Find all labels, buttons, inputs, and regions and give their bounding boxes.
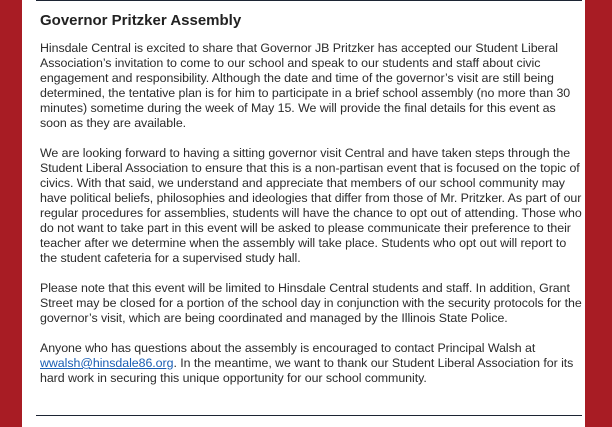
- contact-text: Anyone who has questions about the assembly is encouraged to contact Principal Walsh at: [40, 341, 536, 355]
- email-link[interactable]: wwalsh@hinsdale86.org: [40, 356, 174, 370]
- paragraph-announcement: Hinsdale Central is excited to share that Governor JB Pritzker has accepted our Student Liberal Association’s invitation to come to our school and speak to our students and staff about civic engagement and responsibility. Although the date and time of the governor’s visit are still being determined, the tentative plan is for him to participate in a brief school assembly (no more than 30 minutes) sometime during the week of May 15. We will provide the final details for this event as soon as they are available.: [40, 41, 571, 130]
- article: [40, 12, 582, 401]
- paragraph-contact: [40, 341, 582, 386]
- paragraph-opt-out: We are looking forward to having a sitting governor visit Central and have taken steps through the Student Liberal Association to ensure that this is a non-partisan event that is focused on the topic of civics. With that said, we understand and appreciate that members of our school community may have political beliefs, philosophies and ideologies that differ from those of Mr. Pritzker. As part of our regular procedures for assemblies, students will have the chance to opt out of attending. Those who do not want to take part in this event will be asked to please communicate their preference to their teacher after we determine when the assembly will take place. Students who opt out will report to the student cafeteria for a supervised study hall.: [40, 146, 582, 265]
- newsletter-page: [22, 0, 585, 427]
- article-title: Governor Pritzker Assembly: [40, 12, 242, 29]
- paragraph-security: Please note that this event will be limited to Hinsdale Central students and staff. In addition, Grant Street may be closed for a portion of the school day in conjunction with the security protocols for the governor’s visit, which are being coordinated and managed by the Illinois State Police.: [40, 281, 582, 325]
- top-divider: [36, 0, 582, 1]
- bottom-divider: [36, 415, 582, 416]
- thanks-text: . In the meantime, we want to thank our Student Liberal Association for its hard work in securing this unique opportunity for our school community.: [40, 356, 574, 385]
